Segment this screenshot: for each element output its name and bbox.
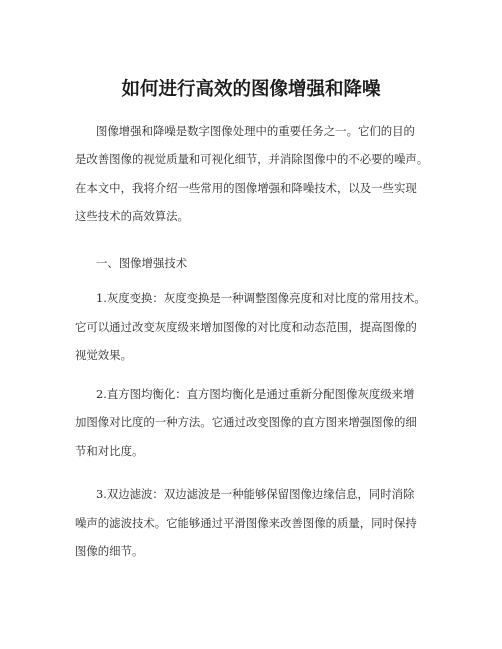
intro-line-1: 图像增强和降噪是数字图像处理中的重要任务之一。它们的目的 xyxy=(96,124,415,138)
item1-line-1: 1.灰度变换：灰度变换是一种调整图像亮度和对比度的常用技术。 xyxy=(96,291,426,305)
item2-line-1: 2.直方图均衡化：直方图均衡化是通过重新分配图像灰度级来增 xyxy=(96,387,415,401)
item2-line-3: 节和对比度。 xyxy=(75,444,144,458)
section-heading: 一、图像增强技术 xyxy=(96,256,188,270)
intro-line-4: 这些技术的高效算法。 xyxy=(75,209,189,223)
document-title: 如何进行高效的图像增强和降噪 xyxy=(121,79,381,100)
item2-line-2: 加图像对比度的一种方法。它通过改变图像的直方图来增强图像的细 xyxy=(75,415,417,429)
item3-line-2: 噪声的滤波技术。它能够通过平滑图像来改善图像的质量，同时保持 xyxy=(75,516,417,530)
item3-line-3: 图像的细节。 xyxy=(75,544,144,558)
intro-line-3: 在本文中，我将介绍一些常用的图像增强和降噪技术，以及一些实现 xyxy=(75,181,417,195)
item1-line-3: 视觉效果。 xyxy=(75,348,132,362)
intro-line-2: 是改善图像的视觉质量和可视化细节，并消除图像中的不必要的噪声。 xyxy=(75,152,429,166)
item3-line-1: 3.双边滤波：双边滤波是一种能够保留图像边缘信息，同时消除 xyxy=(96,487,415,501)
item1-line-2: 它可以通过改变灰度级来增加图像的对比度和动态范围，提高图像的 xyxy=(75,320,417,334)
